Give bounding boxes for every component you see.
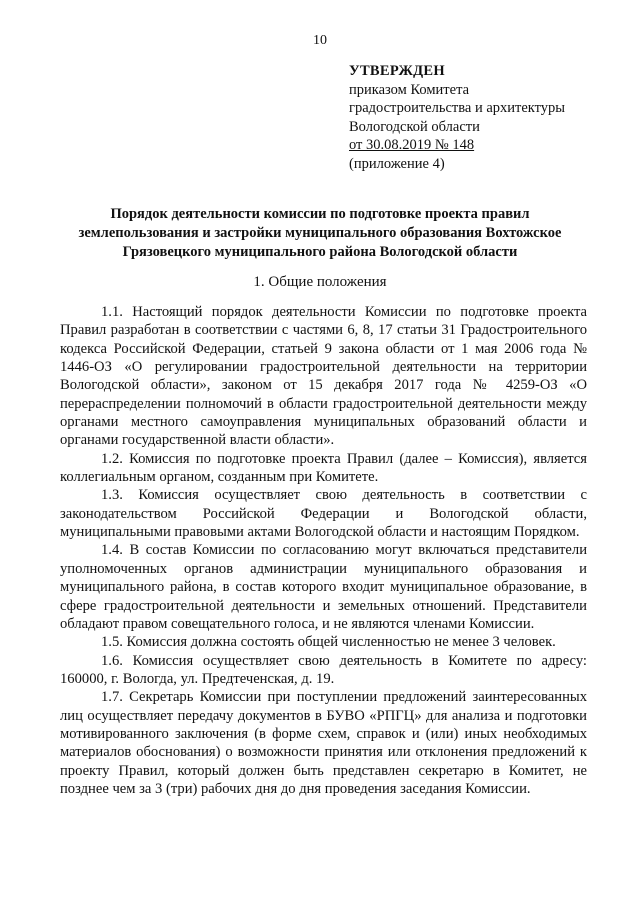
paragraph-1-3: 1.3. Комиссия осуществляет свою деятельность в соответствии с законодательством Российской Федерации и Вологодской области, муниципальными правовыми актами Вологодской области и настоящим Порядком. [60,487,587,541]
approval-block [349,62,629,173]
approval-line: приказом Комитета [349,81,470,98]
document-title-line: Грязовецкого муниципального района Вологодской области [122,243,518,260]
paragraph-1-4: 1.4. В состав Комиссии по согласованию могут включаться представители уполномоченных органов администрации муниципального образования и муниципального района, в состав которого входит муниципальное образование, в сфере градостроительной деятельности и земельных отношений. Представители обладают правом совещательного голоса, и не являются членами Комиссии. [60,542,587,632]
document-title-line: Порядок деятельности комиссии по подготовке проекта правил [110,206,530,222]
paragraph-1-7: 1.7. Секретарь Комиссии при поступлении предложений заинтересованных лиц осуществляет передачу документов в БУВО «РПГЦ» для анализа и подготовки мотивированного заключения (в форме схем, справок и (или) иных необходимых материалов обоснования) о возможности принятия или отклонения предложений к проекту Правил, который должен быть представлен секретарю в Комитет, не позднее чем за 3 (три) рабочих дня до дня проведения заседания Комиссии. [60,689,587,797]
document-body [60,303,587,798]
document-title [60,205,580,261]
approval-appendix-note: (приложение 4) [349,155,445,172]
approval-line: градостроительства и архитектуры [349,100,566,116]
page-number: 10 [313,33,327,48]
approval-line: Вологодской области [349,118,480,135]
document-title-line: землепользования и застройки муниципального образования Вохтожское [78,224,562,241]
approval-order-number: от 30.08.2019 № 148 [349,137,475,153]
paragraph-1-1: 1.1. Настоящий порядок деятельности Комиссии по подготовке проекта Правил разработан в соответствии с частями 6, 8, 17 статьи 31 Градостроительного кодекса Российской Федерации, статьей 9 закона области от 1 мая 2006 года № 1446-ОЗ «О регулировании градостроительной деятельности на территории Вологодской области», законом от 15 декабря 2017 года № 4259-ОЗ «О перераспределении полномочий в области градостроительной деятельности между органами местного самоуправления муниципальных образований области и органами государственной власти области». [60,304,587,449]
section-heading: 1. Общие положения [253,274,387,290]
paragraph-1-6: 1.6. Комиссия осуществляет свою деятельность в Комитете по адресу: 160000, г. Вологда, ул. Предтеченская, д. 19. [60,652,587,687]
approval-heading: УТВЕРЖДЕН [349,63,445,79]
paragraph-1-5: 1.5. Комиссия должна состоять общей численностью не менее 3 человек. [101,634,556,651]
paragraph-1-2: 1.2. Комиссия по подготовке проекта Правил (далее – Комиссия), является коллегиальным органом, созданным при Комитете. [60,450,587,486]
